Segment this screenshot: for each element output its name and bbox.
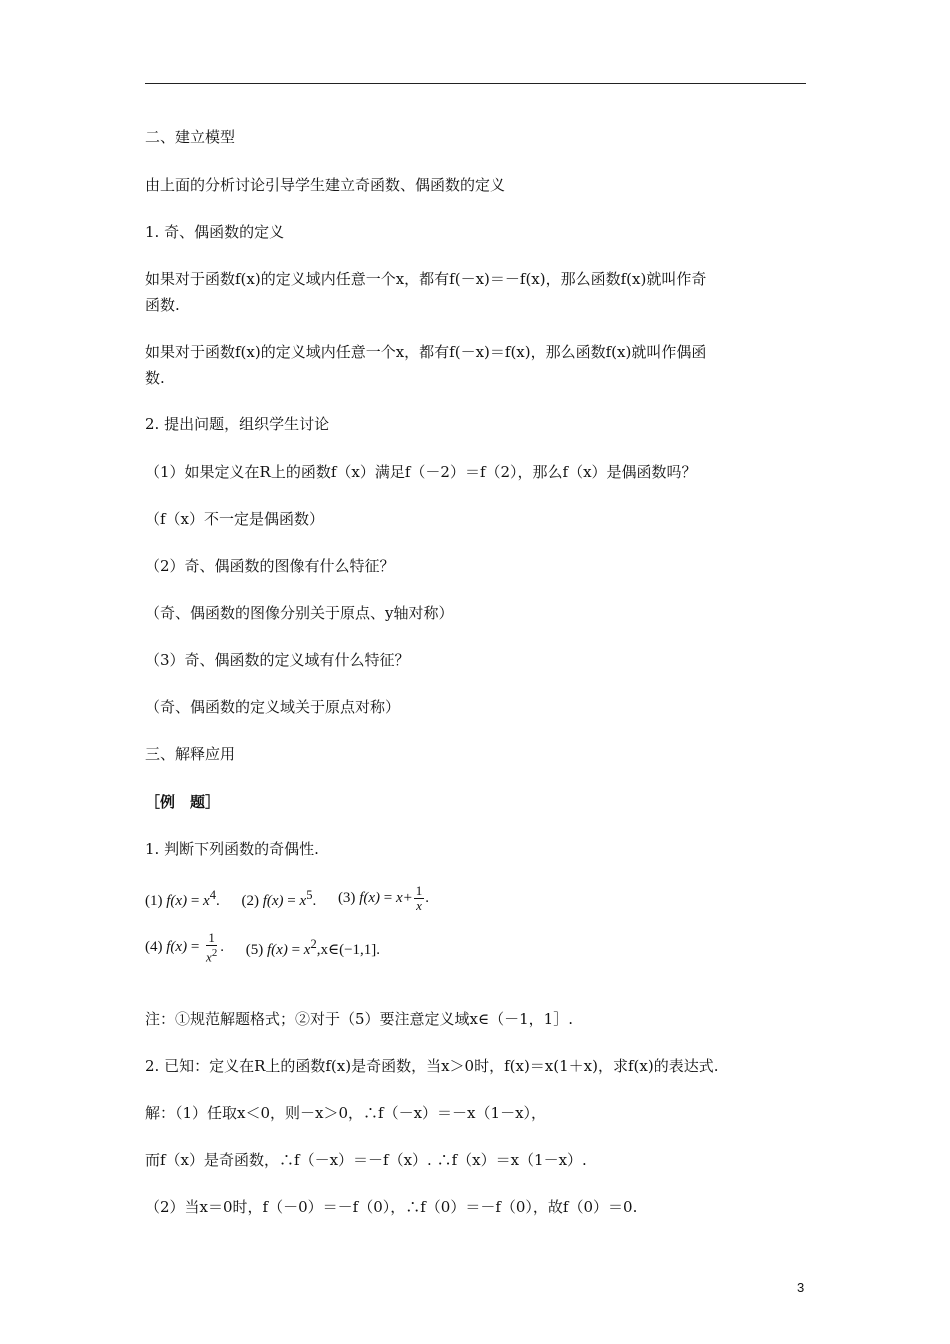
- fraction: $\frac{1}{x^2}$: [206, 930, 218, 965]
- header-rule: [145, 83, 806, 84]
- section-heading-build-model: 二、建立模型: [145, 128, 236, 146]
- question-2: （2）奇、偶函数的图像有什么特征？: [145, 557, 395, 575]
- formula-2: (2) $f(x) = x^5$.: [241, 887, 317, 909]
- example-heading: ［例 题］: [145, 793, 221, 811]
- formula-1: (1) $f(x) = x^4$.: [145, 887, 220, 909]
- answer-3: （奇、偶函数的定义域关于原点对称）: [145, 698, 401, 716]
- example-2-prompt: 2. 已知：定义在R上的函数f(x)是奇函数，当x＞0时，f(x)＝x(1＋x)，求f(x)的表达式.: [145, 1057, 719, 1075]
- solution-step-3: （2）当x＝0时，f（－0）＝－f（0），∴f（0）＝－f（0），故f（0）＝0.: [145, 1198, 638, 1216]
- solution-step-1: 解：（1）任取x＜0，则－x＞0，∴f（－x）＝－x（1－x），: [145, 1104, 547, 1122]
- even-definition-line1: 如果对于函数f(x)的定义域内任意一个x，都有f(－x)＝f(x)，那么函数f(x)就叫作偶函: [145, 343, 707, 361]
- subheading-definition: 1. 奇、偶函数的定义: [145, 223, 285, 241]
- odd-definition-line2: 函数.: [145, 296, 180, 314]
- formula-row-1: [145, 884, 447, 913]
- solution-step-2: 而f（x）是奇函数，∴f（－x）＝－f（x）. ∴f（x）＝x（1－x）.: [145, 1151, 587, 1169]
- odd-definition-line1: 如果对于函数f(x)的定义域内任意一个x，都有f(－x)＝－f(x)，那么函数f(x)就叫作奇: [145, 270, 707, 288]
- question-3: （3）奇、偶函数的定义域有什么特征？: [145, 651, 410, 669]
- formula-5: (5) $f(x) = x^2,x\in(-1,1]$.: [245, 936, 381, 958]
- example-1-prompt: 1. 判断下列函数的奇偶性.: [145, 840, 319, 858]
- page-number: 3: [797, 1280, 805, 1295]
- fraction: $\frac{1}{x}$: [415, 883, 423, 913]
- answer-2: （奇、偶函数的图像分别关于原点、y轴对称）: [145, 604, 454, 622]
- even-definition-line2: 数.: [145, 369, 165, 387]
- formula-row-2: [145, 931, 398, 964]
- paragraph-intro: 由上面的分析讨论引导学生建立奇函数、偶函数的定义: [145, 176, 506, 194]
- formula-4: (4) f(x) = $\frac{1}{x^2}$ .: [145, 930, 224, 965]
- formula-3: (3) f(x) = x+ $\frac{1}{x}$ .: [337, 883, 430, 913]
- section-heading-apply: 三、解释应用: [145, 745, 236, 763]
- question-1: （1）如果定义在R上的函数f（x）满足f（－2）＝f（2），那么f（x）是偶函数吗？: [145, 463, 697, 481]
- subheading-questions: 2. 提出问题，组织学生讨论: [145, 415, 330, 433]
- note-line: 注：①规范解题格式；②对于（5）要注意定义域x∈（－1，1］.: [145, 1010, 573, 1028]
- answer-1: （f（x）不一定是偶函数）: [145, 510, 325, 528]
